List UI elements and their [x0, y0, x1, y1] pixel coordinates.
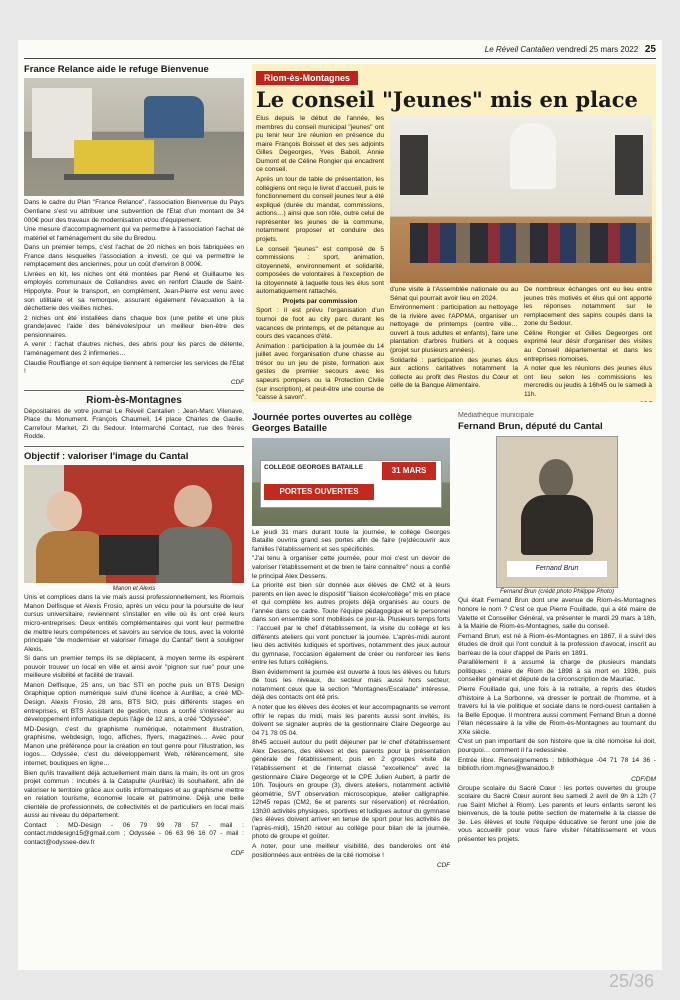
viewer-page-indicator: 25/36 — [608, 971, 654, 991]
newspaper-page — [18, 40, 662, 970]
manon-caption: Manon et Alexis — [112, 586, 156, 593]
cantal-body: Unis et complices dans la vie mais aussi professionnellement, les Riomois Manon Delfisque et Alexis Frosio, après un vécu pour la poursuite de leur cursus universitaire, reviennent s'installer en ville où ils ont créé leurs micro-entreprises. Deux entités complémentaires qui vont leur permettre de mettre leurs compétences et savoirs au service de tous, avec la volonté principale "de moderniser et valoriser l'image du Cantal" tient à souligner Alexis. Si dans un premier temps ils se déplacent, à moyen terme ils espèrent pouvoir trouver un local en ville et ainsi avoir "pignon sur rue" pour une meilleure visibilité et facilité de travail. Manon Delfisque, 25 ans, un bac STI en poche puis un BTS Design Graphique option numérique suivi d'une licence à Aurillac, a créé MD-Design. Alexis Frosio, 28 ans, BTS SIO, puis différents stages en entreprises, et BTS Assistant de gestion, nous a confié s'intéresser au développement informatique depuis l'âge de 12 ans, a créé "Odyssée". MD-Design, c'est du graphisme numérique, notamment illustration, graphisme, webdesign, logo, affiches, flyers, magazines… Avec pour Manon une préférence pour la création en tout genre pour l'illustration, les logos… Odyssée, c'est du développement Web, référencement, site internet, boutiques en ligne… Bien qu'ils travaillent déjà actuellement main dans la main, ils ont un gros projet commun : incubés à la Catapulte (Aurillac) ils souhaitent, afin de valoriser le territoire grâce aux outils informatiques et au graphisme mettre en relation tourisme, économie locale et patrimoine. Déjà une belle clientèle de professionnels, de collectivités et de particuliers en local mais aussi au niveau du département. Contact : MD-Design - 06 79 99 78 57 - mail : contact.mddesign15@gmail.com ; Odyssée - 06 63 96 16 07 - mail : contact@odyssee-dev.fr — [24, 594, 244, 847]
right-area — [252, 64, 656, 960]
college-article — [252, 412, 450, 960]
banner-line2: PORTES OUVERTES — [264, 484, 374, 500]
brun-body: Qui était Fernand Brun dont une avenue de Riom-ès-Montagnes honore le nom ? C'est ce que Pierre Fouillade, qui a été maire de Valette et Conseiller Général, va présenter le mardi 29 mars à 18h, à la Mairie de Riom-ès-Montagnes, salle du conseil. Fernand Brun, est né à Riom-ès-Montagnes en 1867, il a suivi des études de droit qui l'ont conduit à la profession d'avocat, inscrit au barreau de la cour d'appel de Paris en 1891. Parallèlement il a assumé la charge de plusieurs mandats politiques : maire de Riom de 1898 à sa mort en 1936, puis conseiller général et député de la circonscription de Mauriac. Pierre Fouillade qui, une fois à la retraite, a repris des études d'histoire à La Sorbonne, va dresser le portrait de l'homme, et à travers lui la vie politique et sociale dans le nord-ouest cantalien à la Belle Epoque. Il montrera aussi comment Fernand Brun a donné l'élan nécessaire à la ville de Riom-ès-Montagnes au tournant du XXe siècle. C'est un pan important de son histoire que la cité riomoise lui doit, pourquoi… comment il l'a redessinée. Entrée libre. Renseignements : bibliothèque -04 71 78 14 36 - biblioth.riom.mgnes@wanadoo.fr — [458, 597, 656, 773]
banner-line1: COLLEGE GEORGES BATAILLE — [264, 463, 364, 471]
brun-portrait — [496, 436, 618, 588]
cantal-signature: CDF — [230, 849, 244, 857]
banner-date: 31 MARS — [382, 462, 436, 480]
brun-article — [458, 412, 656, 960]
sacre-coeur-text: Groupe scolaire du Sacré Cœur : les portes ouvertes du groupe scolaire du Sacré Cœur auront lieu samedi 2 avril de 9h à 12h (7 rue Saint Michel à Riom). Les parents et leurs enfants seront les bienvenus, de la toute petite section de maternelle à la classe de 3e. Les élèves et toute l'équipe éducative se feront une joie de vous accueillir pour vous faire visiter l'établissement et vous présenter les projets. — [458, 784, 656, 844]
brun-signature: CDF/DM — [631, 775, 656, 783]
running-header — [485, 44, 656, 55]
conseil-col-a: Elus depuis le début de l'année, les membres du conseil municipal "jeunes" ont pu tenir leur 1re réunion en présence du maire François Boisset et des ses adjoints Gilles Degeorges, Yves Baboil, Annie Dumont et de Céline Rongier qui encadrent ce conseil. Après un tour de table de présentation, les collégiens ont reçu le livret d'accueil, puis le fonctionnement du conseil jeunes leur a été expliqué (durée du mandat, commissions, actions…) ainsi que son rôle, outre celui de représenter les jeunes de la commune, notamment proposer et conduire des projets. Le conseil "jeunes" est composé de 5 commissions : sport, animation, citoyenneté, environnement et solidarité, composées de volontaires à l'exception de la citoyenneté à laquelle tous les élus sont automatiquement rattachés. Projets par commission Sport : il est prévu l'organisation d'un tournoi de foot au city parc durant les vacances de printemps, et de pétanque au cours des vacances d'été. Animation : participation à la journée du 14 juillet avec l'organisation d'une chasse au trésor ou un jeu de piste, formation aux gestes de premier secours avec les sapeurs pompiers ou la Protection Civile (sur inscription), et peut-être une course de "caisse à savon". — [256, 115, 384, 402]
cantal-title: Objectif : valoriser l'image du Cantal — [24, 450, 189, 462]
college-title: Journée portes ouvertes au collège Georges Bataille — [252, 412, 412, 435]
college-banner-photo — [252, 438, 450, 526]
header-rule — [24, 58, 656, 59]
paper-name: Le Réveil Cantalien — [484, 45, 555, 54]
media-label: Médiathèque municipale — [458, 412, 534, 419]
conseil-photo — [390, 115, 652, 283]
manon-alexis-photo — [24, 465, 244, 583]
conseil-col-b: d'une visite à l'Assemblée nationale ou au Sénat qui pourrait avoir lieu en 2024. Environnement : participation au nettoyage de la rivière avec l'APPMA, organiser un nettoyage de printemps (centre ville… ouvert à tous adultes et enfants), faire une plantation d'arbres fruitiers et à coques (projet sur plusieurs années). Solidarité : participation des jeunes élus aux actions caritatives notamment la collecte au profit des Restos du Cœur et celle de la Banque Alimentaire. — [390, 286, 518, 390]
section-heading: Riom-ès-Montagnes — [86, 394, 182, 406]
conseil-title: Le conseil "Jeunes" mis en place — [256, 87, 638, 112]
kicker-label: Riom-ès-Montagnes — [256, 71, 358, 85]
college-signature: CDF — [436, 862, 450, 870]
separator — [24, 390, 244, 391]
left-column — [24, 64, 244, 960]
separator — [24, 446, 244, 447]
issue-date: vendredi 25 mars 2022 — [556, 45, 639, 54]
brun-title: Fernand Brun, député du Cantal — [458, 421, 603, 432]
conseil-col-c: De nombreux échanges ont eu lieu entre jeunes très motivés et élus qui ont apporté les réponses notamment sur le remplacement des sapins coupés dans la zone du Sedour. Céline Rongier et Gilles Degeorges ont exprimé leur désir d'organiser des visites au Conseil départemental et dans les entreprises riomoises. A noter que les réunions des jeunes élus ont lieu selon les commissions les mercredis ou jeudis à 16h45 ou le samedi à 11h. — [524, 286, 652, 402]
refuge-title: France Relance aide le refuge Bienvenue — [24, 64, 209, 75]
brun-caption: Fernand Brun (crédit photo Philippe Photo) — [499, 589, 615, 596]
page-number: 25 — [644, 44, 656, 55]
refuge-signature: CDF — [230, 378, 244, 386]
college-body: Le jeudi 31 mars durant toute la journée, le collège Georges Bataille ouvrira grand ses portes afin de faire (re)découvrir aux familles l'établissement et ses spécificités. "J'ai tenu à organiser cette journée, pour moi c'est un devoir de valoriser l'établissement et de bien le faire connaître" nous a confié le principal Alex Dessens. La priorité est bien sûr donnée aux élèves de CM2 et à leurs parents en lien avec le dispositif "liaison école/collège" mis en place et qui complète les autres projets déjà organisés au cours de l'année dans ce cadre. Toute l'équipe pédagogique et le personnel dans son ensemble sont mobilisés ce jour-là. Plusieurs temps forts : l'accueil par le chef d'établissement, la visite du collège et les différents ateliers qui vont ponctuer la journée. L'après-midi auront lieu des activités ludiques et sportives, notamment des jeux autour du gymnase, l'occasion également de créer ou renforcer les liens entre les futurs collégiens. Bien évidemment la journée est ouverte à tous les élèves ou futurs de tous les niveaux, du secteur mais aussi hors secteur, notamment ceux que la section "Montagnes/Escalade" intéresse, déjà des contacts ont été pris. A noter que les élèves des écoles et leur accompagnants se verront offrir le repas du midi, mais les parents aussi sont invités, ils doivent se signaler auprès de la gestionnaire Claire Degeorge au 04 71 78 05 04. 8h45 accueil autour du petit déjeuner par le chef d'établissement Alex Dessens, des élèves et des parents pour la présentation générale de l'établissement, puis en 2 groupes visite de l'établissement et de l'internat classé "excellence" avec la gestionnaire Claire Degeorge et le CPE Julien Aubert, à partir de 10h. Toujours en groupe (3), divers ateliers, notamment activité géométrie, SVT observation microscopique, atelier calligraphie. 12h45 repas (CM2, 6e et parents sur réservation) et récréation, 13h30 activités physiques, sportives et ludiques autour du gymnase (les élèves doivent arriver en tenue de sport pour les activités de l'après-midi), 15h20 retour au collège pour bilan de la journée, photo de groupe et goûter. A noter, pour une meilleur visibilité, des banderoles ont été positionnées aux entrées de la cité riomoise ! — [252, 528, 450, 859]
depositaires-text: Dépositaires de votre journal Le Réveil Cantalien : Jean-Marc Vilenave, Place du Monument. François Chaumeil, 14 place Charles de Gaulle. Carrefour Market, ZI du Sedour. Intermarché Contact, rue des frères Rodde. — [24, 407, 244, 441]
conseil-jeunes-box — [252, 64, 656, 402]
refuge-photo — [24, 78, 244, 196]
refuge-body: Dans le cadre du Plan "France Relance", l'association Bienvenue du Pays Gentiane s'est vu attribuer une subvention de l'Etat d'un montant de 34 000€ pour des travaux de modernisation et/ou d'équipement. Une mesure d'accompagnement qui va permettre à l'association l'achat de matériel et l'aménagement du site du Bredou. Dans un premier temps, c'est l'achat de 20 niches en bois fabriquées en France dans lesquelles l'association a investi, ce qui va permettre le remplacement des anciennes, pour un coût d'environ 8 000€. Livrées en kit, les niches ont été montées par René et Guillaume les employés communaux de Collandres avec en renfort Claude de Saint-Hippolyte. Pour le transport, en complément, Jean-Pierre est venu avec son utilitaire et sa remorque, assurant également l'évacuation à la déchetterie des vieilles niches. 2 niches ont été installées dans chaque box (une petite et une plus grande)avec l'aide des bénévoles!pour un meilleur bien-être des pensionnaires. A venir : l'achat d'autres niches, des abris pour les parcs de détente, l'aménagement des 2 infirmeries… Claudie Rouffiange et son équipe tiennent à remercier les services de l'Etat ! — [24, 199, 244, 376]
portrait-name: Fernand Brun — [507, 561, 607, 577]
conseil-signature — [524, 401, 652, 402]
